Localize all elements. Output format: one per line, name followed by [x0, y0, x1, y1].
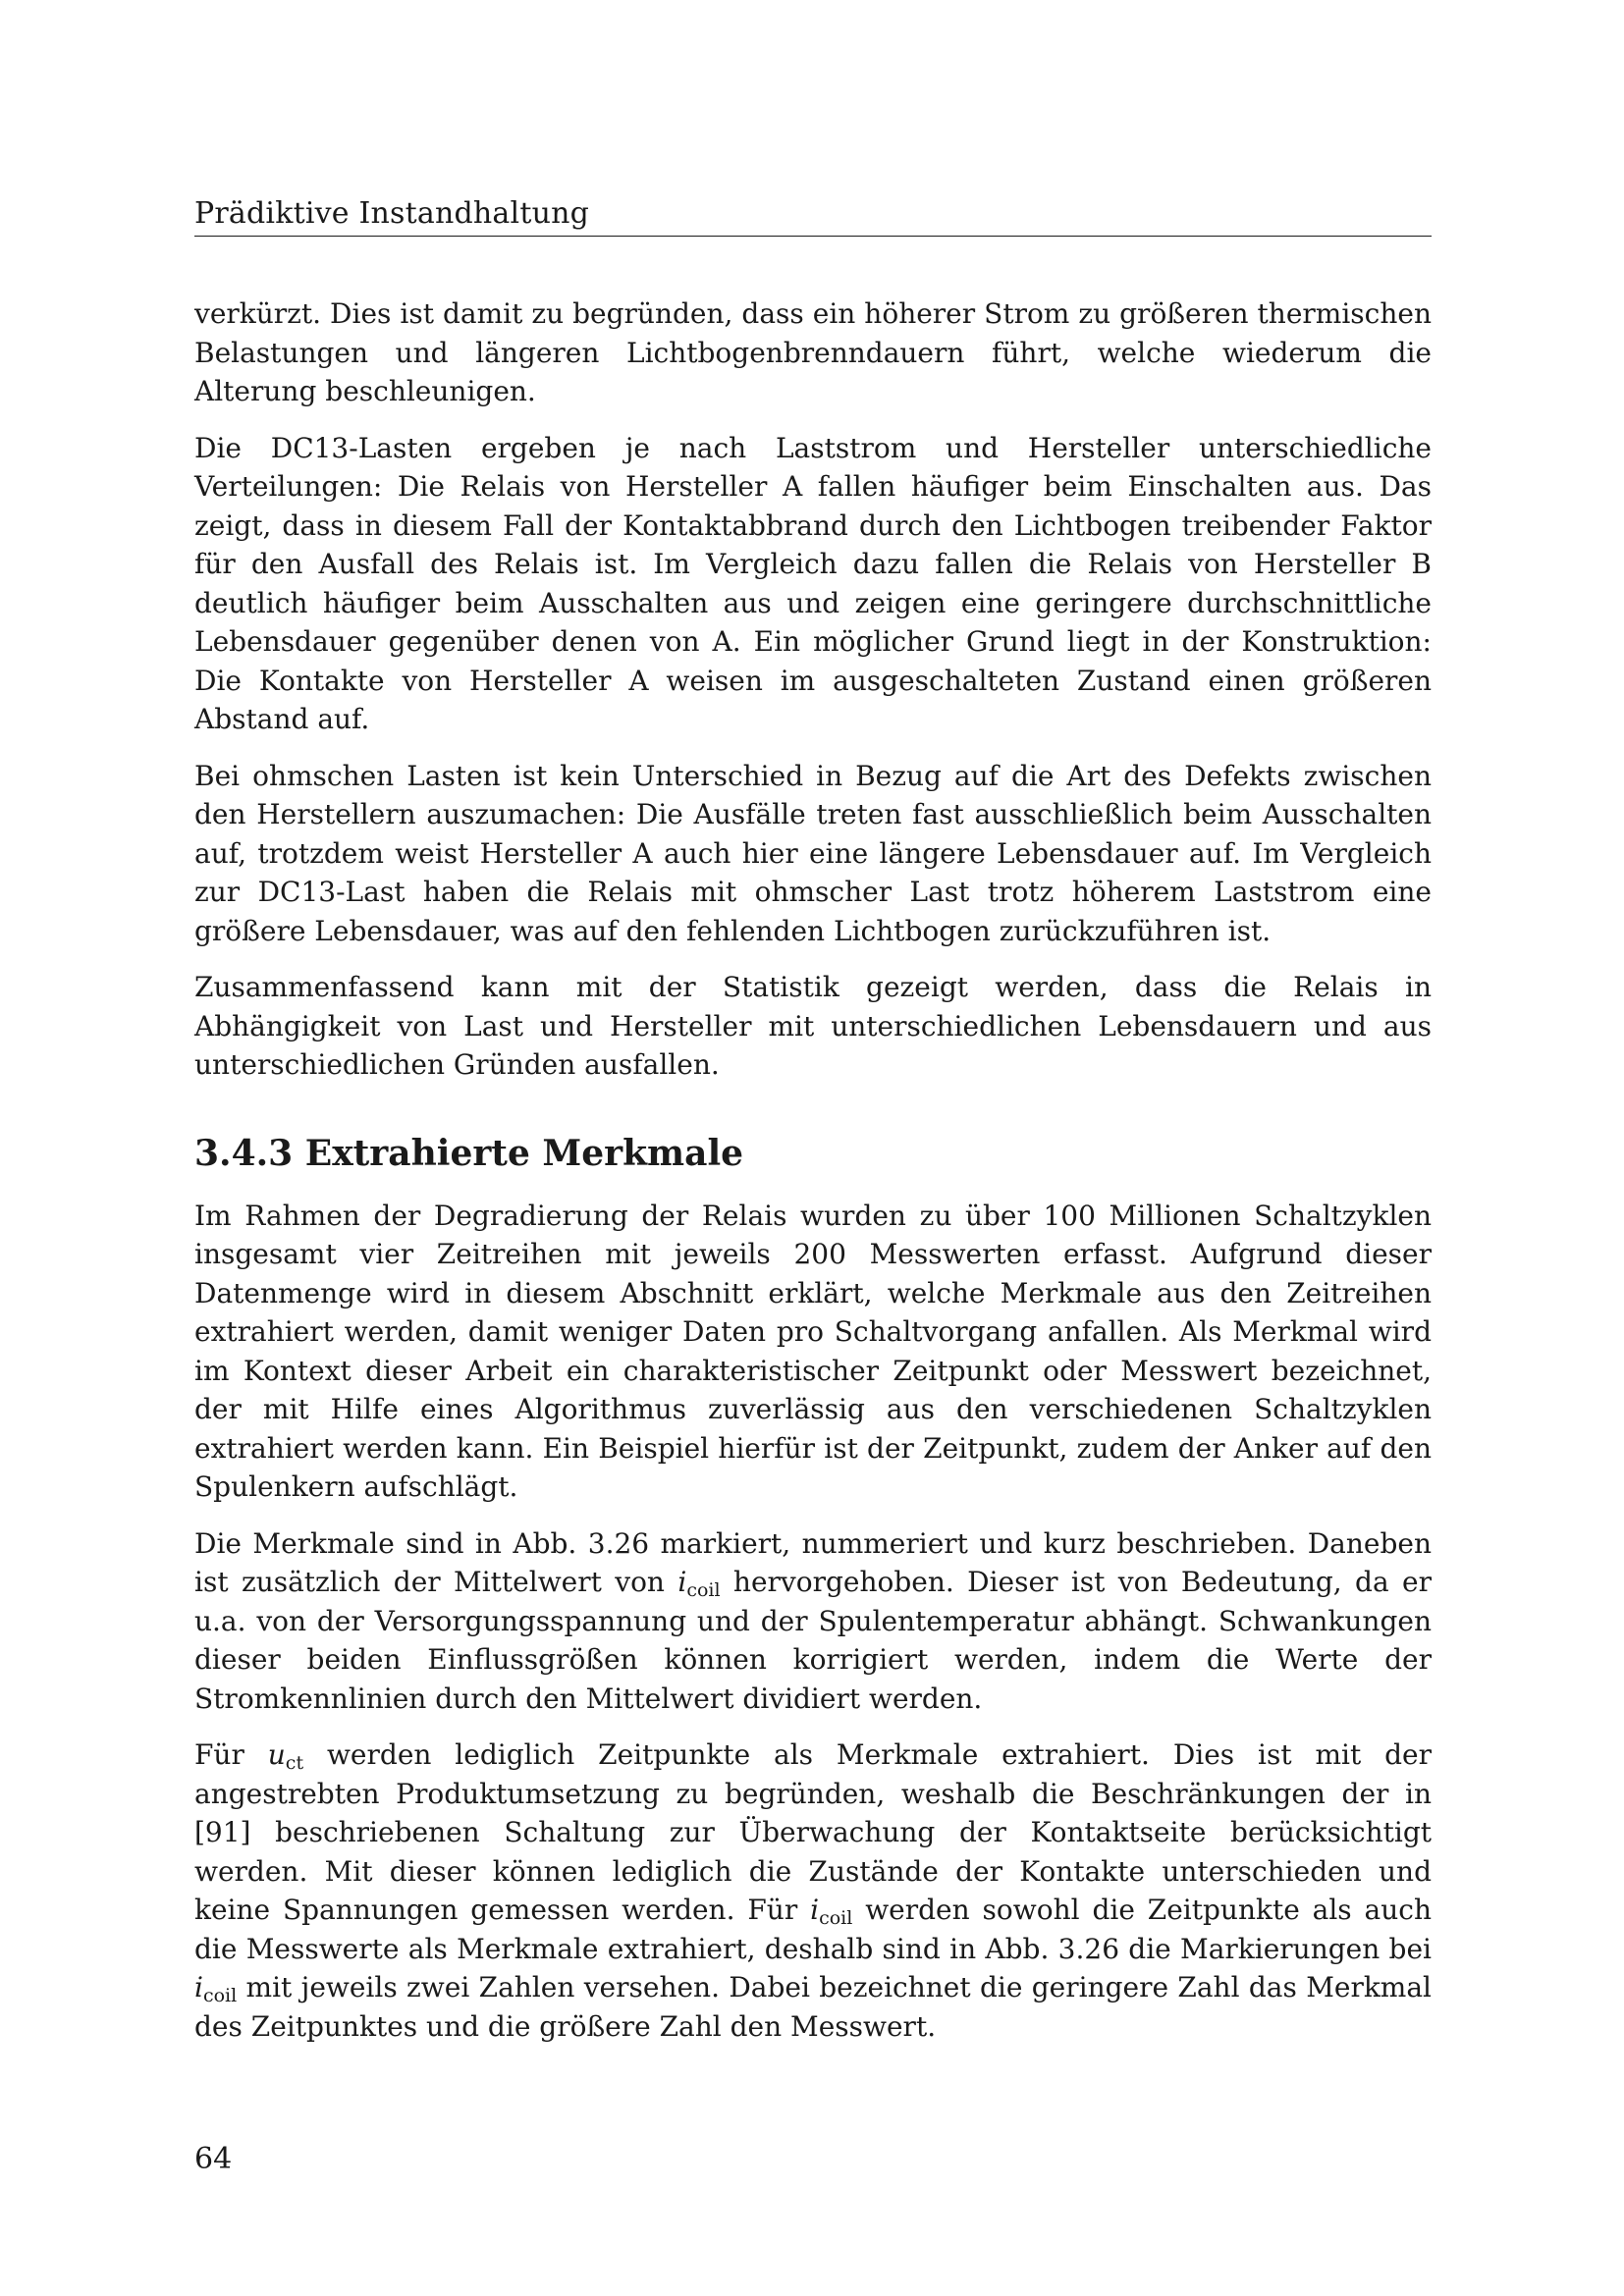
text-run: hervorgehoben. Dieser ist von Bedeutung, da er u.a. von der Versorgungsspannung und der Spulentemperatur abhängt. Schwankungen dieser beiden Einflussgrößen können korrigiert werden, indem die Werte der Stromkennlinien durch den Mittelwert dividiert werden.	[194, 1566, 1432, 1715]
i-coil-symbol: $i_{coil}$	[810, 1894, 853, 1929]
paragraph-3: Bei ohmschen Lasten ist kein Unterschied in Bezug auf die Art des Defekts zwischen den Herstellern auszumachen: Die Ausfälle treten fast ausschließlich beim Ausschalten auf, trotzdem weist Hersteller A auch hier eine längere Lebensdauer auf. Im Vergleich zur DC13-Last haben die Relais mit ohmscher Last trotz höherem Laststrom eine größere Lebensdauer, was auf den fehlenden Lichtbogen zurückzuführen ist.	[194, 759, 1432, 947]
paragraph-2: Die DC13-Lasten ergeben je nach Laststrom und Hersteller unterschiedliche Verteilungen: Die Relais von Hersteller A fallen häufiger beim Einschalten aus. Das zeigt, dass in diesem Fall der Kontaktabbrand durch den Lichtbogen treibender Faktor für den Ausfall des Relais ist. Im Vergleich dazu fallen die Relais von Hersteller B deutlich häufiger beim Ausschalten aus und zeigen eine geringere durchschnittliche Lebensdauer gegenüber denen von A. Ein möglicher Grund liegt in der Konstruktion: Die Kontakte von Hersteller A weisen im ausgeschalteten Zustand einen größeren Abstand auf.	[194, 431, 1432, 735]
i-coil-symbol: $i_{coil}$	[677, 1566, 721, 1601]
paragraph-4: Zusammenfassend kann mit der Statistik gezeigt werden, dass die Relais in Abhängigkeit von Last und Hersteller mit unterschiedlichen Lebensdauern und aus unterschiedlichen Gründen ausfallen.	[194, 971, 1432, 1081]
section-heading	[194, 1132, 1432, 1175]
text-run: Die Merkmale sind in Abb. 3.26 markiert, nummeriert und kurz beschrieben. Daneben ist zusätzlich der Mittelwert von	[194, 1526, 1432, 1598]
text-run: Für	[194, 1738, 244, 1771]
text-run: werden lediglich Zeitpunkte als Merkmale extrahiert. Dies ist mit der angestrebten Produktumsetzung zu begründen, weshalb die Beschränkungen der in [91] beschriebenen Schaltung zur Überwachung der Kontaktseite berücksichtigt werden. Mit dieser können lediglich die Zustände der Kontakte unterschieden und keine Spannungen gemessen werden. Für	[194, 1738, 1433, 1926]
body-text	[194, 294, 1432, 2063]
section-title: Extrahierte Merkmale	[304, 1132, 744, 1174]
paragraph-1: verkürzt. Dies ist damit zu begründen, dass ein höherer Strom zu größeren thermischen Belastungen und längeren Lichtbogenbrenndauern führt, welche wiederum die Alterung beschleunigen.	[194, 297, 1432, 407]
u-ct-symbol: $u_{ct}$	[267, 1738, 304, 1774]
text-run: werden sowohl die Zeitpunkte als auch die Messwerte als Merkmale extrahiert, deshalb sind in Abb. 3.26 die Markierungen bei	[194, 1894, 1432, 1965]
header-rule	[194, 236, 1432, 237]
section-paragraph-1: Im Rahmen der Degradierung der Relais wurden zu über 100 Millionen Schaltzyklen insgesamt vier Zeitreihen mit jeweils 200 Messwerten erfasst. Aufgrund dieser Datenmenge wird in diesem Abschnitt erklärt, welche Merkmale aus den Zeitreihen extrahiert werden, damit weniger Daten pro Schaltvorgang anfallen. Als Merkmal wird im Kontext dieser Arbeit ein charakteristischer Zeitpunkt oder Messwert bezeichnet, der mit Hilfe eines Algorithmus zuverlässig aus den verschiedenen Schaltzyklen extrahiert werden kann. Ein Beispiel hierfür ist der Zeitpunkt, zudem der Anker auf den Spulenkern aufschlägt.	[194, 1199, 1432, 1503]
section-number: 3.4.3	[194, 1132, 294, 1174]
i-coil-symbol: $i_{coil}$	[194, 1971, 238, 2006]
text-run: mit jeweils zwei Zahlen versehen. Dabei bezeichnet die geringere Zahl das Merkmal des Zeitpunktes und die größere Zahl den Messwert.	[194, 1971, 1432, 2043]
section-paragraph-2	[194, 1524, 1432, 1719]
running-header: Prädiktive Instandhaltung	[194, 196, 590, 231]
section-paragraph-3	[194, 1735, 1432, 2046]
page-number: 64	[194, 2142, 233, 2176]
